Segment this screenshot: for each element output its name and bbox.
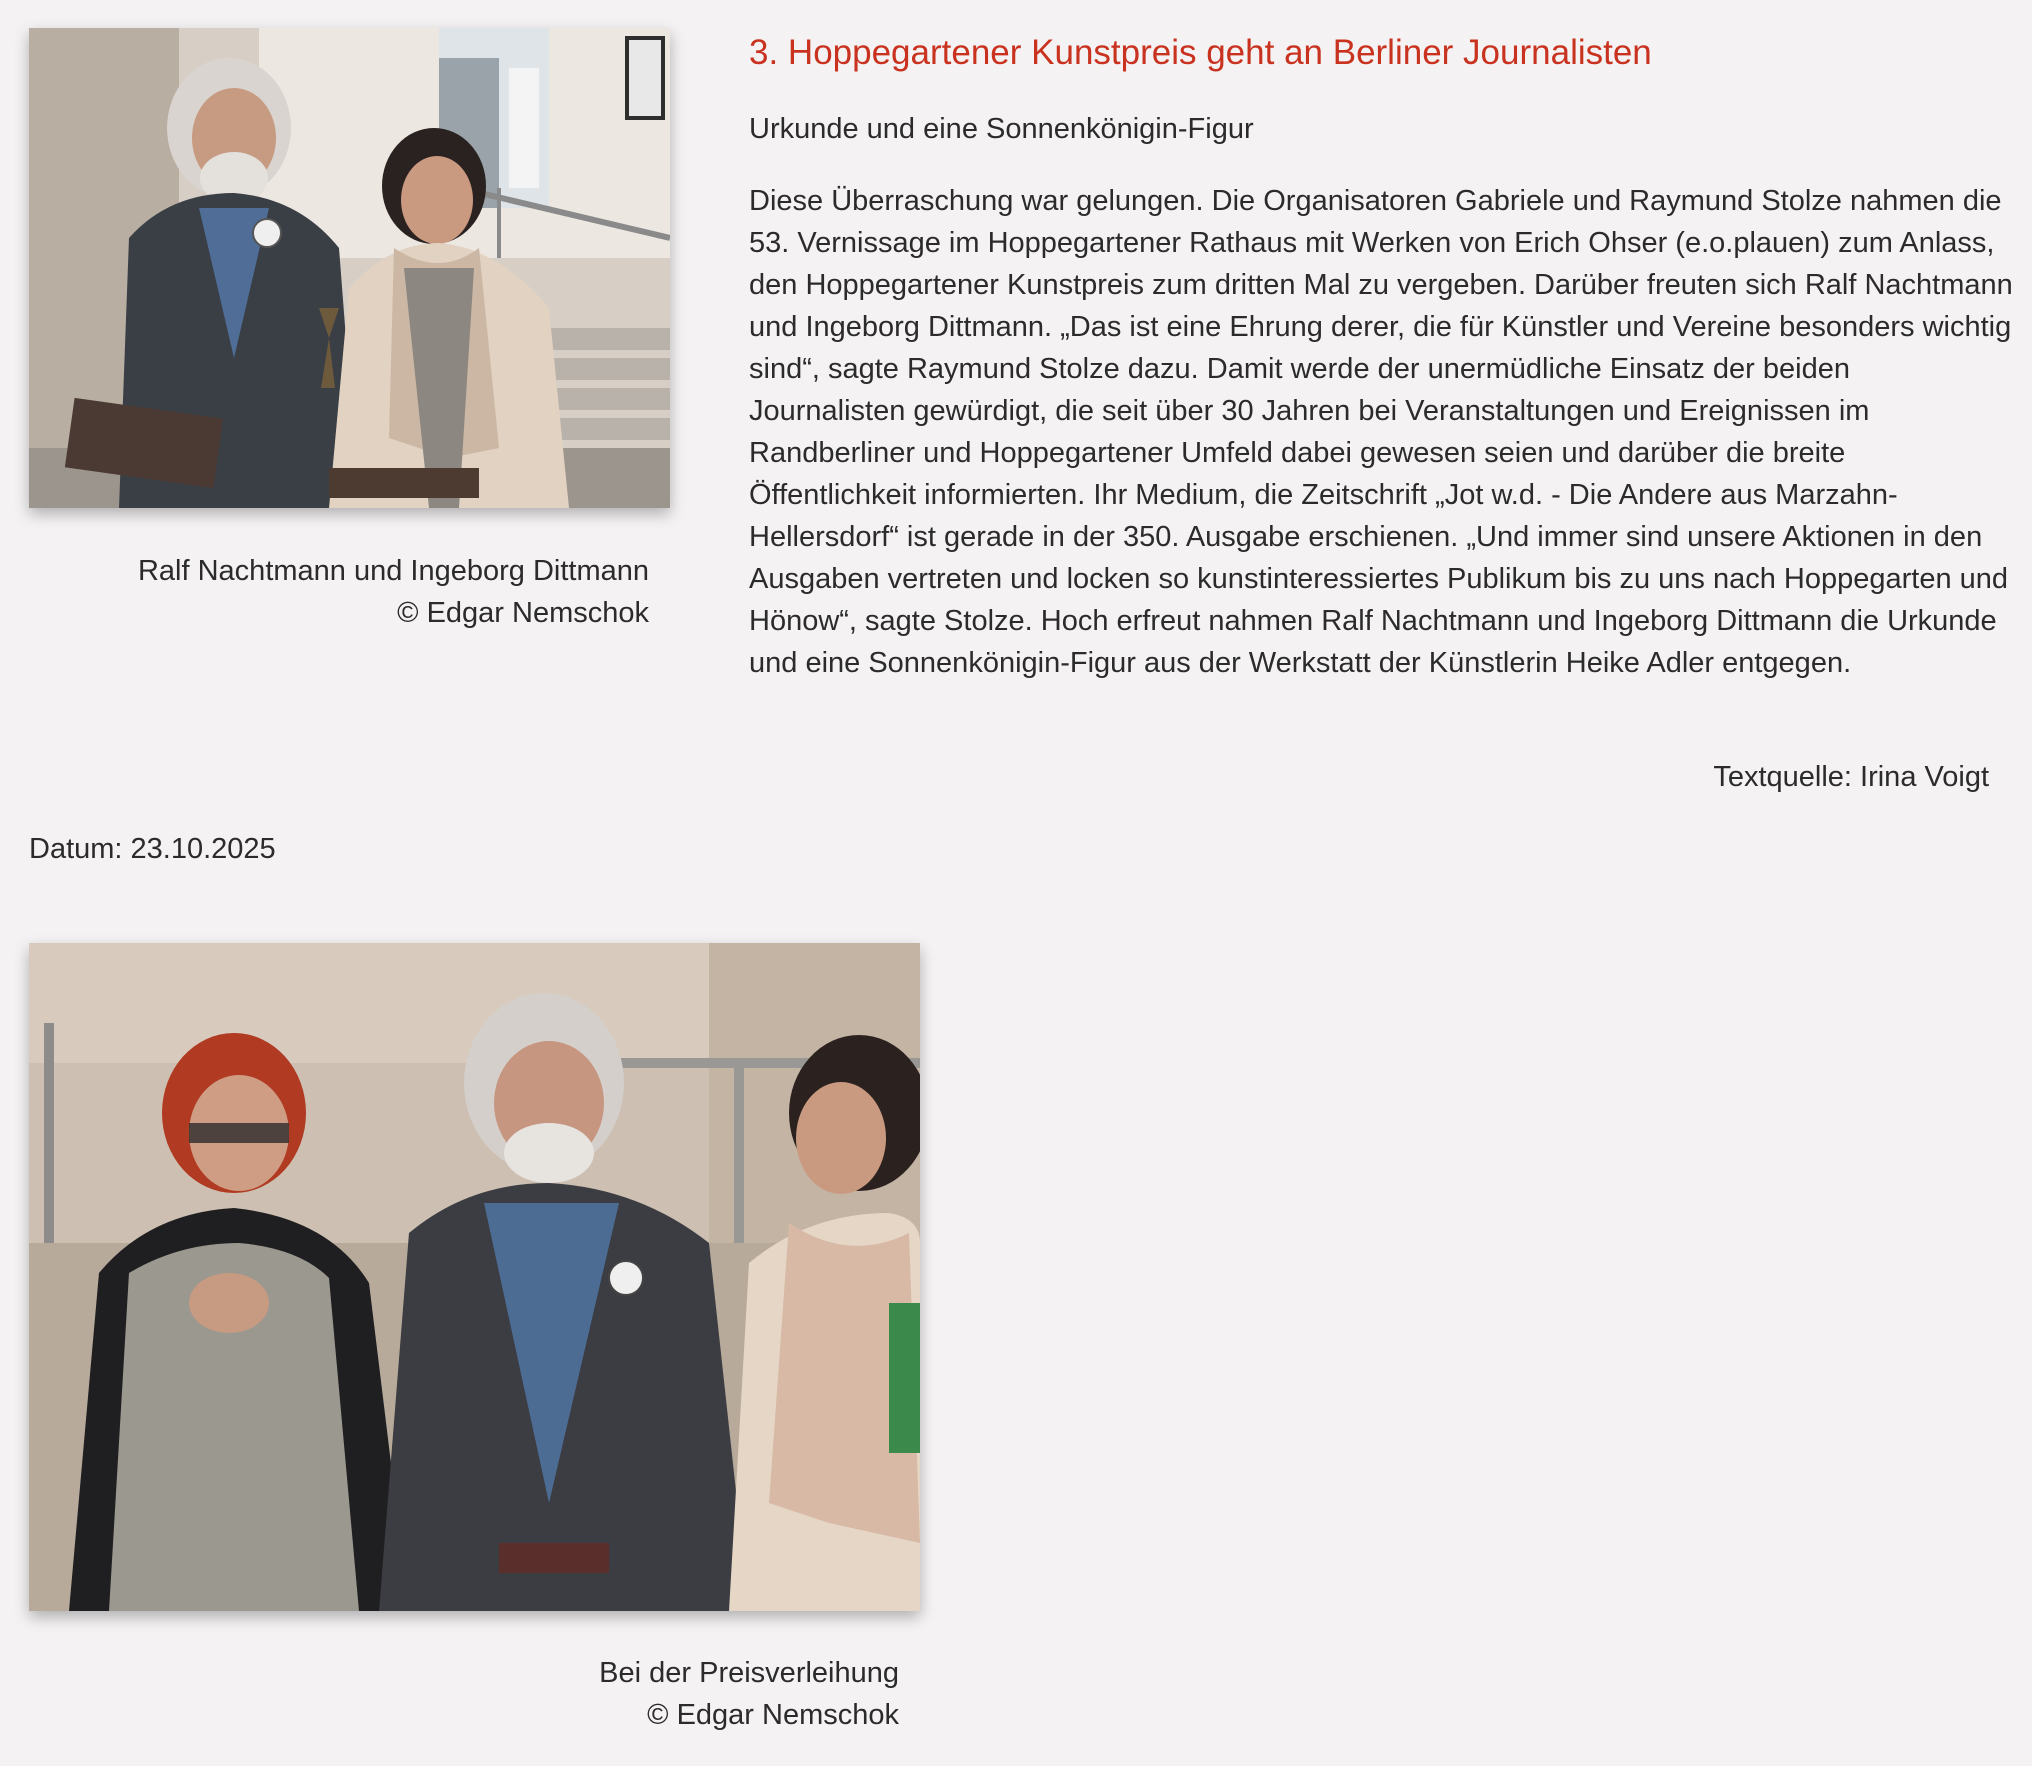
article-body: Diese Überraschung war gelungen. Die Organisatoren Gabriele und Raymund Stolze nahmen die 53. Vernissage im Hoppegartener Rathaus mit Werken von Erich Ohser (e.o.plauen) zum Anlass, den Hoppegartener Kunstpreis zum dritten Mal zu vergeben. Darüber freuten sich Ralf Nachtmann und Ingeborg Dittmann. „Das ist eine Ehrung derer, die für Künstler und Vereine besonders wichtig sind“, sagte Raymund Stolze dazu. Damit werde der unermüdliche Einsatz der beiden Journalisten gewürdigt, die seit über 30 Jahren bei Veranstaltungen und Ereignissen im Randberliner und Hoppegartener Umfeld dabei gewesen seien und darüber die breite Öffentlichkeit informierten. Ihr Medium, die Zeitschrift „Jot w.d. - Die Andere aus Marzahn-Hellersdorf“ ist gerade in der 350. Ausgabe erschienen. „Und immer sind unsere Aktionen in den Ausgaben vertreten und locken so kunstinteressiertes Publikum bis zu uns nach Hoppegarten und Hönow“, sagte Stolze. Hoch erfreut nahmen Ralf Nachtmann und Ingeborg Dittmann die Urkunde und eine Sonnenkönigin-Figur aus der Werkstatt der Künstlerin Heike Adler entgegen. — [749, 185, 2013, 679]
photo-credit: © Edgar Nemschok — [647, 1699, 899, 1731]
photo-caption — [29, 1652, 899, 1736]
award-photo-1 — [29, 28, 670, 508]
photo-credit: © Edgar Nemschok — [397, 597, 649, 629]
article-date: Datum: 23.10.2025 — [29, 833, 276, 865]
photo-caption — [29, 550, 649, 634]
article-subtitle: Urkunde und eine Sonnenkönigin-Figur — [749, 113, 1254, 145]
photo-caption-text: Ralf Nachtmann und Ingeborg Dittmann — [137, 555, 649, 587]
article-title: 3. Hoppegartener Kunstpreis geht an Berliner Journalisten — [749, 33, 1652, 72]
text-source: Textquelle: Irina Voigt — [1713, 761, 1989, 793]
photo-caption-text: Bei der Preisverleihung — [599, 1657, 899, 1689]
award-photo-2 — [29, 943, 920, 1611]
